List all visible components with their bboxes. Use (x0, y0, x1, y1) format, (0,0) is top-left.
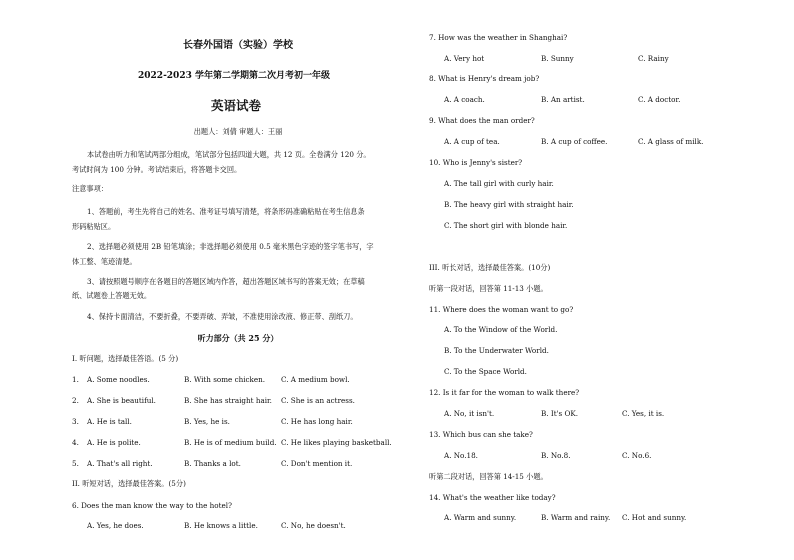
authors-line: 出题人：刘倩 审题人：王丽 (193, 127, 283, 136)
dialogue-instruction: 听第二段对话，回答第 14-15 小题。 (429, 472, 548, 481)
subject-title: 英语试卷 (210, 98, 262, 113)
option-a: A. A coach. (444, 95, 485, 104)
option-c: C. Don't mention it. (281, 459, 353, 468)
option-b: B. Warm and rainy. (541, 513, 611, 522)
option-b: B. She has straight hair. (184, 396, 272, 405)
option-a: A. Some noodles. (87, 375, 150, 384)
note-line: 4、保持卡面清洁，不要折叠，不要弄破、弄皱，不准使用涂改液、修正带、刮纸刀。 (87, 312, 358, 321)
exam-title: 2022-2023 学年第二学期第二次月考初一年级 (138, 71, 330, 81)
option-c: C. Hot and sunny. (622, 513, 687, 522)
option-b: B. No.8. (541, 451, 571, 460)
option-b: B. A cup of coffee. (541, 137, 608, 146)
question: 10. Who is Jenny's sister? (429, 158, 523, 167)
option-c: C. Yes, it is. (622, 409, 665, 418)
option-b: B. Yes, he is. (184, 417, 230, 426)
question: 13. Which bus can she take? (429, 430, 533, 439)
option-c: C. A medium bowl. (281, 375, 350, 384)
option-a: A. A cup of tea. (444, 137, 500, 146)
option-b: B. To the Underwater World. (444, 346, 549, 355)
option-c: C. No, he doesn't. (281, 521, 346, 530)
note-line: 纸、试题卷上答题无效。 (72, 291, 152, 300)
option-a: A. The tall girl with curly hair. (444, 179, 554, 188)
option-a: A. He is polite. (87, 438, 141, 447)
note-line: 1、答题前，考生先将自己的姓名、准考证号填写清楚，将条形码准确粘贴在考生信息条 (87, 207, 365, 216)
option-c: C. He has long hair. (281, 417, 353, 426)
option-a: A. Yes, he does. (87, 521, 144, 530)
option-a: A. Warm and sunny. (444, 513, 517, 522)
option-a: A. No.18. (444, 451, 478, 460)
section-heading: II. 听短对话，选择最佳答案。(5分) (72, 479, 186, 488)
section-heading: I. 听问题，选择最佳答语。(5 分) (72, 354, 179, 363)
listening-title: 听力部分（共 25 分） (197, 333, 279, 343)
option-a: A. No, it isn't. (444, 409, 495, 418)
question: 6. Does the man know the way to the hotel? (72, 501, 232, 510)
question-number: 3. (72, 417, 79, 426)
option-c: C. To the Space World. (444, 367, 527, 376)
option-a: A. To the Window of the World. (444, 325, 558, 334)
option-b: B. An artist. (541, 95, 585, 104)
note-line: 形码粘贴区。 (72, 222, 116, 231)
option-a: A. Very hot (444, 54, 485, 63)
question: 8. What is Henry's dream job? (429, 74, 540, 83)
option-c: C. The short girl with blonde hair. (444, 221, 568, 230)
option-b: B. He knows a little. (184, 521, 258, 530)
section-heading: III. 听长对话，选择最佳答案。(10分) (429, 263, 551, 272)
question: 12. Is it far for the woman to walk there? (429, 388, 580, 397)
option-c: C. She is an actress. (281, 396, 355, 405)
dialogue-instruction: 听第一段对话，回答第 11-13 小题。 (429, 284, 548, 293)
intro-line: 本试卷由听力和笔试两部分组成，笔试部分包括四道大题，共 12 页。全卷满分 120 分。 (87, 150, 371, 159)
option-c: C. Rainy (638, 54, 669, 63)
question-number: 1. (72, 375, 79, 384)
note-line: 体工整、笔迹清楚。 (72, 257, 137, 266)
question-number: 4. (72, 438, 79, 447)
option-a: A. That's all right. (87, 459, 153, 468)
option-b: B. With some chicken. (184, 375, 266, 384)
question: 11. Where does the woman want to go? (429, 305, 574, 314)
note-line: 3、请按照题号顺序在各题目的答题区域内作答，超出答题区域书写的答案无效；在草稿 (87, 277, 365, 286)
notes-title: 注意事项： (72, 184, 108, 193)
question-number: 5. (72, 459, 79, 468)
option-b: B. He is of medium build. (184, 438, 277, 447)
note-line: 2、选择题必须使用 2B 铅笔填涂；非选择题必须使用 0.5 毫米黑色字迹的签字笔书写，字 (87, 242, 374, 251)
school-title: 长春外国语（实验）学校 (183, 40, 293, 51)
option-a: A. He is tall. (87, 417, 132, 426)
option-c: C. No.6. (622, 451, 652, 460)
question: 14. What's the weather like today? (429, 493, 556, 502)
intro-line: 考试时间为 100 分钟。考试结束后，将答题卡交回。 (72, 165, 242, 174)
option-b: B. It's OK. (541, 409, 579, 418)
question: 9. What does the man order? (429, 116, 535, 125)
option-b: B. Thanks a lot. (184, 459, 241, 468)
question-number: 2. (72, 396, 79, 405)
option-a: A. She is beautiful. (87, 396, 156, 405)
option-c: C. He likes playing basketball. (281, 438, 392, 447)
option-b: B. Sunny (541, 54, 574, 63)
option-b: B. The heavy girl with straight hair. (444, 200, 574, 209)
option-c: C. A doctor. (638, 95, 681, 104)
question: 7. How was the weather in Shanghai? (429, 33, 568, 42)
option-c: C. A glass of milk. (638, 137, 704, 146)
